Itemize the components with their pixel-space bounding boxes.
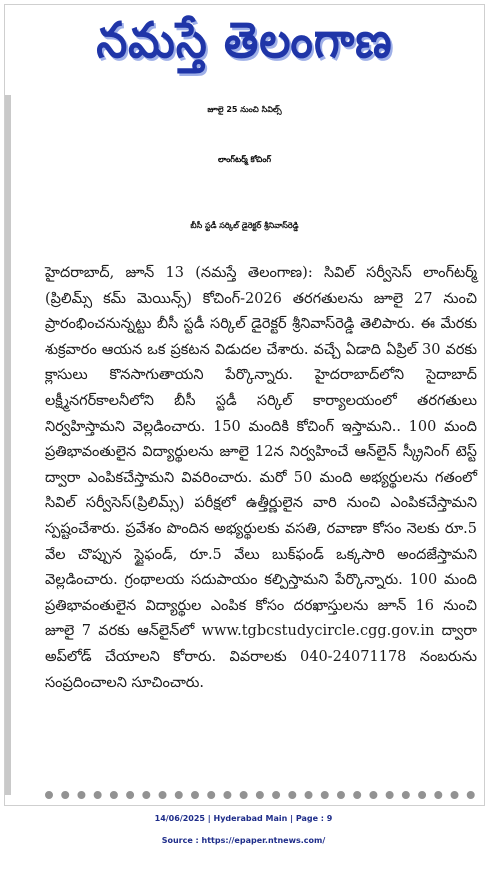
newspaper-masthead [5,5,484,89]
article-subhead: బీసీ స్టడీ సర్కిల్ డైరెక్టర్ శ్రీనివాస్‌రెడ్డి [190,221,299,230]
column-rule [5,95,11,795]
newspaper-clipping [4,4,485,806]
cropped-next-line [45,791,475,806]
article-headline: లాంగ్‌టర్మ్ కోచింగ్ [217,155,272,164]
article-kicker: జూలై 25 నుంచి సివిల్స్ [207,105,282,114]
article-body: హైదరాబాద్, జూన్ 13 (నమస్తే తెలంగాణ): సివిల్ సర్వీసెస్ లాంగ్‌టర్మ్ (ప్రిలిమ్స్ కమ్ మెయిన్స్) కోచింగ్-2026 తరగతులను జూలై 27 నుంచి ప్రారంభించనున్నట్టు బీసీ స్టడీ సర్కిల్ డైరెక్టర్ శ్రీనివాస్‌రెడ్డి తెలిపారు. ఈ మేరకు శుక్రవారం ఆయన ఒక ప్రకటన విడుదల చేశారు. వచ్చే ఏడాది ఏప్రిల్ 30 వరకు క్లాసులు కొనసాగుతాయని పేర్కొన్నారు. హైదరాబాద్‌లోని సైదాబాద్ లక్ష్మీనగర్‌కాలనీలోని బీసీ స్టడీ సర్కిల్ కార్యాలయంలో తరగతులు నిర్వహిస్తామని వెల్లడించారు. 150 మందికి కోచింగ్ ఇస్తామని.. 100 మంది ప్రతిభావంతులైన విద్యార్థులను జూలై 12న నిర్వహించే ఆన్‌లైన్ స్క్రీనింగ్ టెస్ట్ ద్వారా ఎంపికచేస్తామని వివరించారు. మరో 50 మంది అభ్యర్థులను గతంలో సివిల్ సర్వీసెస్(ప్రిలిమ్స్) పరీక్షలో ఉత్తీర్ణులైన వారి నుంచి ఎంపికచేస్తామని స్పష్టంచేశారు. ప్రవేశం పొందిన అభ్యర్థులకు వసతి, రవాణా కోసం నెలకు రూ.5 వేల చొప్పున స్టైఫండ్, రూ.5 వేలు బుక్‌ఫండ్ ఒక్కసారి అందజేస్తామని వెల్లడించారు. గ్రంథాలయ సదుపాయం కల్పిస్తామని పేర్కొన్నారు. 100 మంది ప్రతిభావంతులైన విద్యార్థుల ఎంపిక కోసం దరఖాస్తులను జూన్ 16 నుంచి జూలై 7 వరకు ఆన్‌లైన్‌లో www.tgbcstudycircle.cgg.gov.in ద్వారా అప్‌లోడ్ చేయాలని కోరారు. వివరాలకు 040-24071178 నంబరును సంప్రదించాలని సూచించారు. [45,265,477,691]
masthead-title: నమస్తే తెలంగాణ [96,12,393,70]
footer-date-line: 14/06/2025 | Hyderabad Main | Page : 9 [154,814,333,823]
footer-source-line: Source : https://epaper.ntnews.com/ [161,836,326,845]
